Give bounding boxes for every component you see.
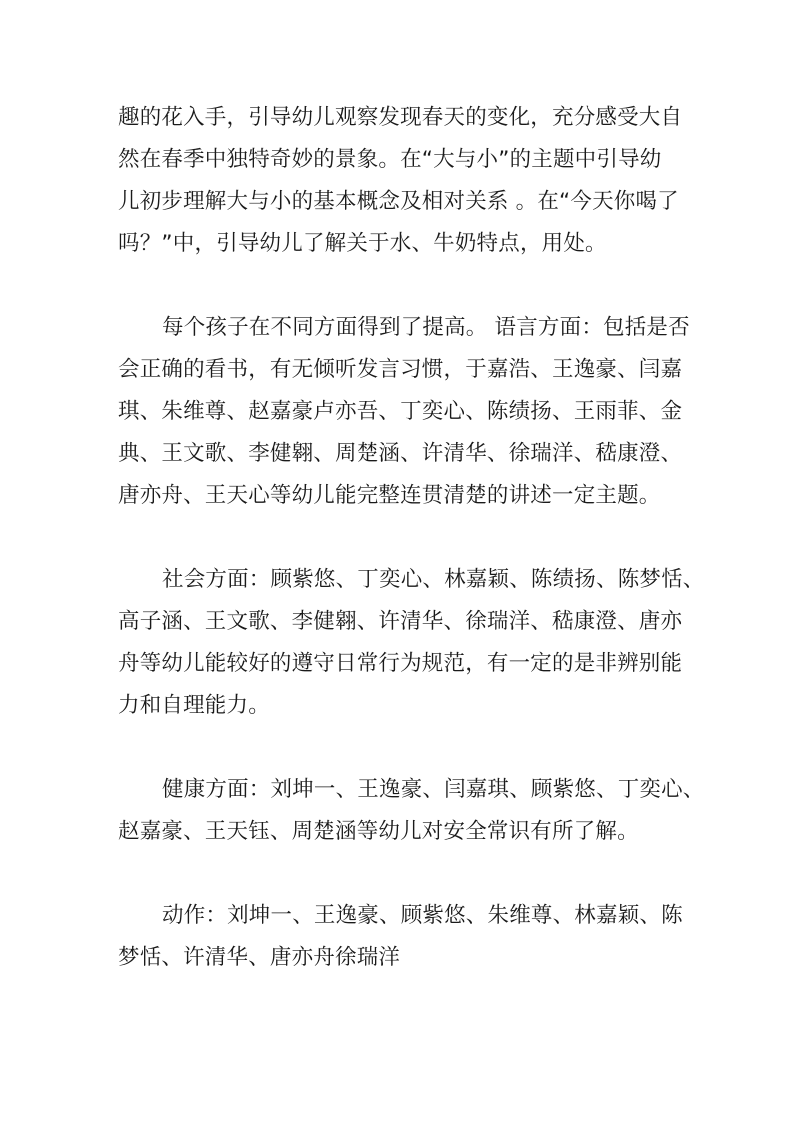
paragraph-line: 吗？”中，引导幼儿了解关于水、牛奶特点，用处。 bbox=[118, 231, 607, 256]
paragraph-line: 典、王文歌、李健翱、周楚涵、许清华、徐瑞洋、嵇康澄、 bbox=[118, 441, 683, 466]
paragraph-line: 社会方面：顾紫悠、丁奕心、林嘉颖、陈绩扬、陈梦恬、 bbox=[162, 567, 705, 592]
paragraph-line: 唐亦舟、王天心等幼儿能完整连贯清楚的讲述一定主题。 bbox=[118, 483, 661, 508]
paragraph-line: 趣的花入手，引导幼儿观察发现春天的变化，充分感受大自 bbox=[118, 105, 683, 130]
paragraph-line: 会正确的看书，有无倾听发言习惯，于嘉浩、王逸豪、闫嘉 bbox=[118, 357, 683, 382]
paragraph-line: 梦恬、许清华、唐亦舟徐瑞洋 bbox=[118, 945, 401, 970]
paragraph-line: 儿初步理解大与小的基本概念及相对关系 。在“今天你喝了 bbox=[118, 189, 679, 214]
paragraph-line: 动作：刘坤一、王逸豪、顾紫悠、朱维尊、林嘉颖、陈 bbox=[162, 903, 683, 928]
paragraph-line: 健康方面：刘坤一、王逸豪、闫嘉琪、顾紫悠、丁奕心、 bbox=[162, 777, 705, 802]
paragraph-line: 然在春季中独特奇妙的景象。在“大与小”的主题中引导幼 bbox=[118, 147, 662, 172]
paragraph-line: 力和自理能力。 bbox=[118, 693, 270, 718]
paragraph-line: 每个孩子在不同方面得到了提高。 语言方面：包括是否 bbox=[162, 315, 690, 340]
paragraph-line: 舟等幼儿能较好的遵守日常行为规范，有一定的是非辨别能 bbox=[118, 651, 683, 676]
paragraph-line: 赵嘉豪、王天钰、周楚涵等幼儿对安全常识有所了解。 bbox=[118, 819, 639, 844]
paragraph-line: 高子涵、王文歌、李健翱、许清华、徐瑞洋、嵇康澄、唐亦 bbox=[118, 609, 683, 634]
paragraph-line: 琪、朱维尊、赵嘉豪卢亦吾、丁奕心、陈绩扬、王雨菲、金 bbox=[118, 399, 683, 424]
